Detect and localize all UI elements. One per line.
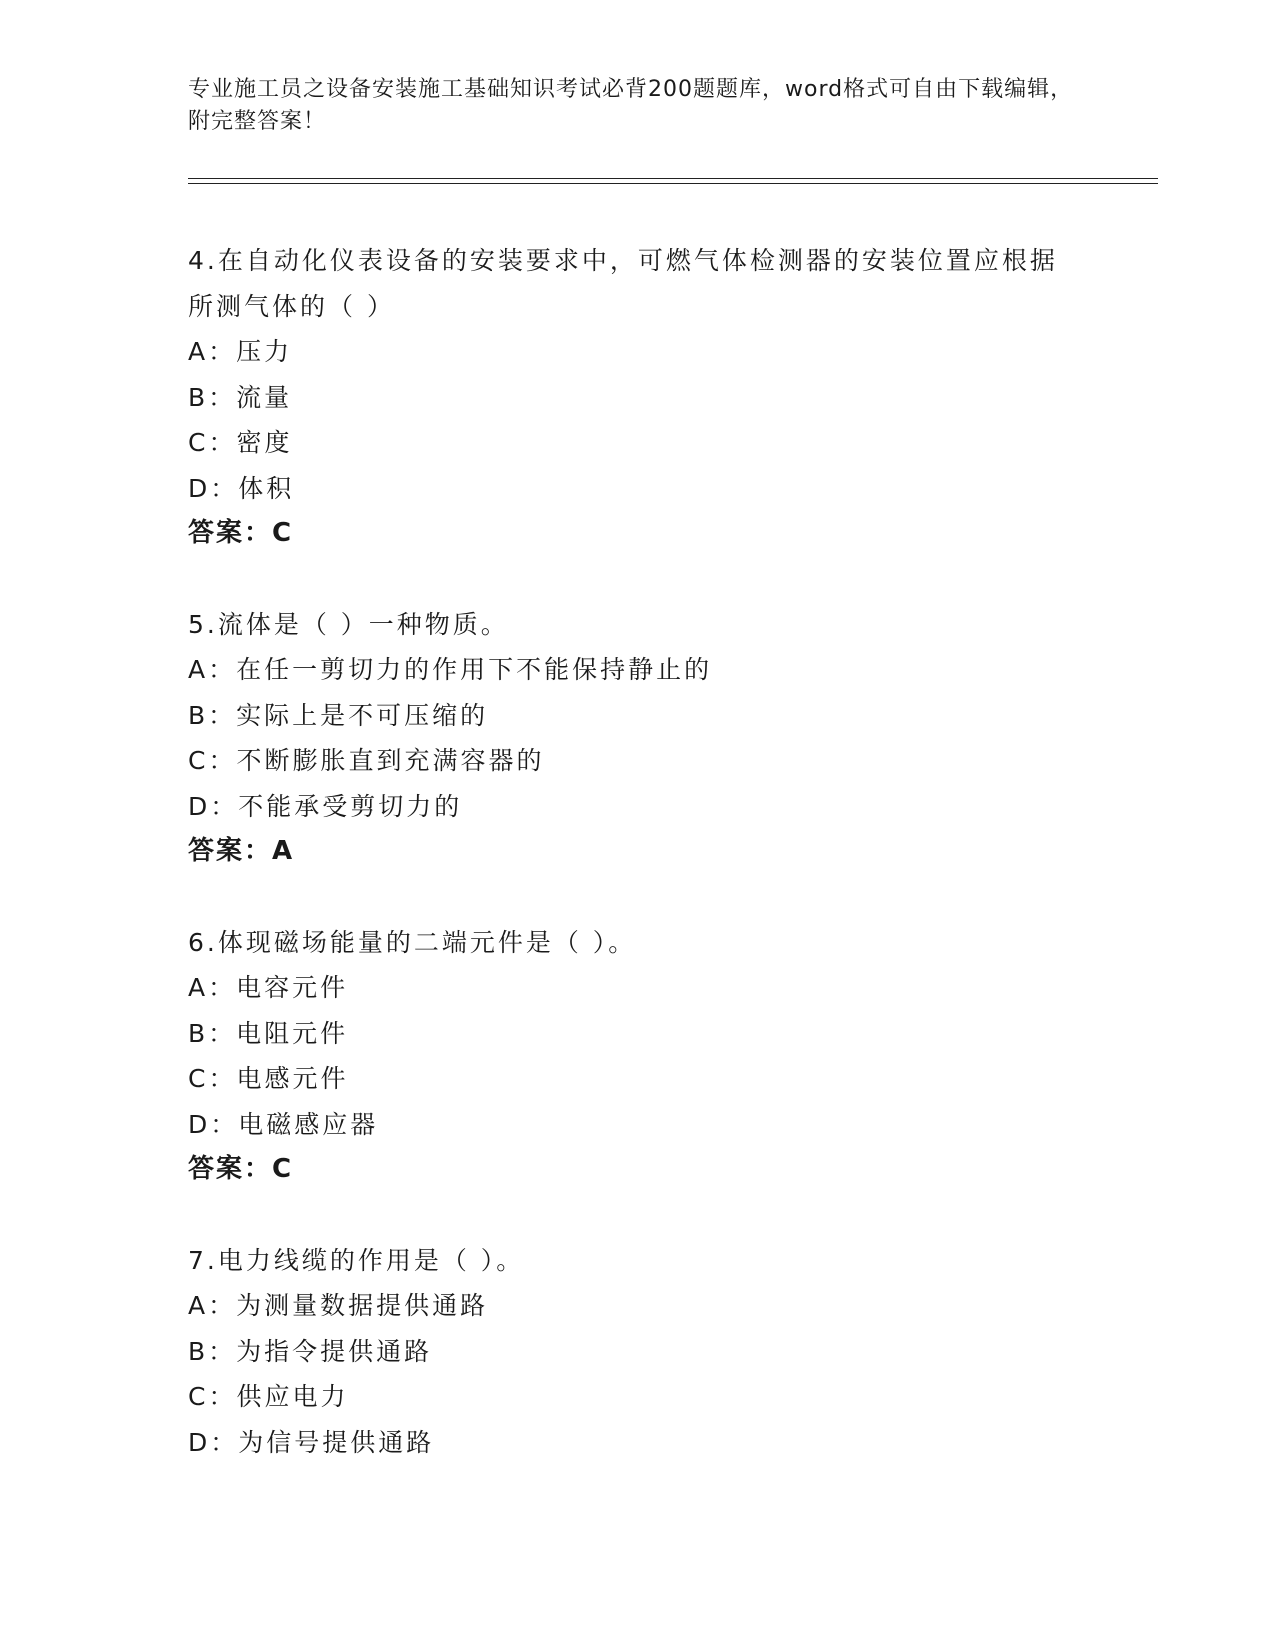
option-a: A：在任一剪切力的作用下不能保持静止的 bbox=[188, 655, 713, 684]
question-list bbox=[188, 238, 1088, 1510]
header-rule-top bbox=[188, 178, 1158, 179]
option-a: A：压力 bbox=[188, 337, 293, 366]
document-header bbox=[188, 74, 1088, 138]
option-a: A：电容元件 bbox=[188, 973, 349, 1002]
question-text: 5.流体是（ ）一种物质。 bbox=[188, 609, 509, 639]
option-b: B：实际上是不可压缩的 bbox=[188, 700, 489, 730]
option-d: D：电磁感应器 bbox=[188, 1109, 379, 1139]
option-c: C：供应电力 bbox=[188, 1382, 349, 1411]
option-a: A：为测量数据提供通路 bbox=[188, 1291, 489, 1320]
question-5 bbox=[188, 602, 1088, 875]
option-b: B：流量 bbox=[188, 382, 293, 412]
option-d: D：体积 bbox=[188, 473, 295, 503]
question-text: 6.体现磁场能量的二端元件是（ ）。 bbox=[188, 927, 637, 957]
question-text: 4.在自动化仪表设备的安装要求中，可燃气体检测器的安装位置应根据所测气体的（ ） bbox=[188, 246, 1058, 321]
question-4 bbox=[188, 238, 1088, 557]
question-7 bbox=[188, 1238, 1088, 1466]
option-c: C：电感元件 bbox=[188, 1064, 349, 1093]
option-d: D：为信号提供通路 bbox=[188, 1427, 435, 1457]
option-d: D：不能承受剪切力的 bbox=[188, 791, 463, 821]
option-b: B：电阻元件 bbox=[188, 1018, 349, 1048]
option-c: C：不断膨胀直到充满容器的 bbox=[188, 746, 545, 775]
header-text: 专业施工员之设备安装施工基础知识考试必背200题题库，word格式可自由下载编辑，附完整答案！ bbox=[188, 77, 1074, 134]
header-rule-bottom bbox=[188, 183, 1158, 184]
answer: 答案：C bbox=[188, 518, 294, 548]
answer: 答案：C bbox=[188, 1154, 294, 1184]
option-b: B：为指令提供通路 bbox=[188, 1336, 433, 1366]
option-c: C：密度 bbox=[188, 428, 293, 457]
answer: 答案：A bbox=[188, 836, 295, 866]
question-6 bbox=[188, 920, 1088, 1193]
question-text: 7.电力线缆的作用是（ ）。 bbox=[188, 1245, 525, 1275]
